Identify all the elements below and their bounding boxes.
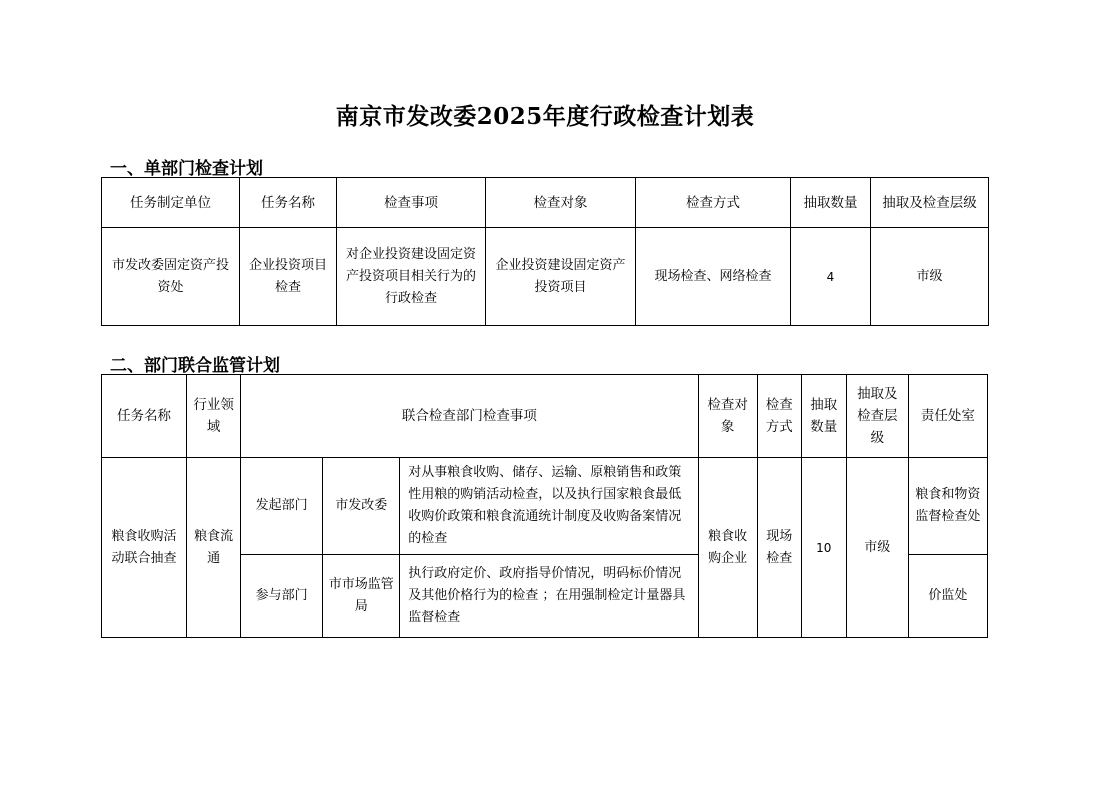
cell-count: 10	[801, 458, 846, 638]
table-header-row	[102, 375, 988, 458]
cell-task: 粮食收购活动联合抽查	[102, 458, 187, 638]
cell-level: 市级	[871, 228, 989, 326]
header-target: 检查对象	[698, 375, 757, 458]
header-items: 检查事项	[337, 178, 486, 228]
cell-initiator-label: 发起部门	[241, 458, 323, 555]
header-joint-items: 联合检查部门检查事项	[241, 375, 698, 458]
section-1-heading: 一、单部门检查计划	[110, 159, 263, 179]
header-task: 任务名称	[102, 375, 187, 458]
header-level: 抽取及检查层级	[871, 178, 989, 228]
cell-initiator-items: 对从事粮食收购、储存、运输、原粮销售和政策性用粮的购销活动检查，以及执行国家粮食最低收购价政策和粮食流通统计制度及收购备案情况的检查	[400, 458, 698, 555]
joint-supervision-table	[101, 374, 988, 638]
header-office: 责任处室	[908, 375, 987, 458]
cell-office-1: 粮食和物资监督检查处	[908, 458, 987, 555]
header-method: 检查方式	[636, 178, 791, 228]
table-row	[102, 458, 988, 555]
cell-participant-items: 执行政府定价、政府指导价情况，明码标价情况及其他价格行为的检查 ；在用强制检定计量器具监督检查	[400, 555, 698, 638]
cell-participant-dept: 市市场监管局	[323, 555, 400, 638]
cell-unit: 市发改委固定资产投资处	[102, 228, 240, 326]
document-title: 南京市发改委2025年度行政检查计划表	[335, 103, 755, 130]
cell-method: 现场检查	[757, 458, 801, 638]
table-row	[102, 228, 989, 326]
header-level: 抽取及检查层级	[846, 375, 908, 458]
cell-target: 粮食收购企业	[698, 458, 757, 638]
header-method: 检查方式	[757, 375, 801, 458]
cell-task: 企业投资项目检查	[240, 228, 337, 326]
header-task: 任务名称	[240, 178, 337, 228]
table-header-row	[102, 178, 989, 228]
header-target: 检查对象	[486, 178, 636, 228]
section-2-heading: 二、部门联合监管计划	[110, 356, 280, 376]
cell-field: 粮食流通	[187, 458, 241, 638]
header-count: 抽取数量	[801, 375, 846, 458]
cell-office-2: 价监处	[908, 555, 987, 638]
cell-target: 企业投资建设固定资产投资项目	[486, 228, 636, 326]
cell-method: 现场检查、网络检查	[636, 228, 791, 326]
header-field: 行业领域	[187, 375, 241, 458]
header-unit: 任务制定单位	[102, 178, 240, 228]
cell-items: 对企业投资建设固定资产投资项目相关行为的行政检查	[337, 228, 486, 326]
single-dept-inspection-table	[101, 177, 989, 326]
cell-initiator-dept: 市发改委	[323, 458, 400, 555]
cell-participant-label: 参与部门	[241, 555, 323, 638]
header-count: 抽取数量	[791, 178, 871, 228]
cell-count: 4	[791, 228, 871, 326]
cell-level: 市级	[846, 458, 908, 638]
